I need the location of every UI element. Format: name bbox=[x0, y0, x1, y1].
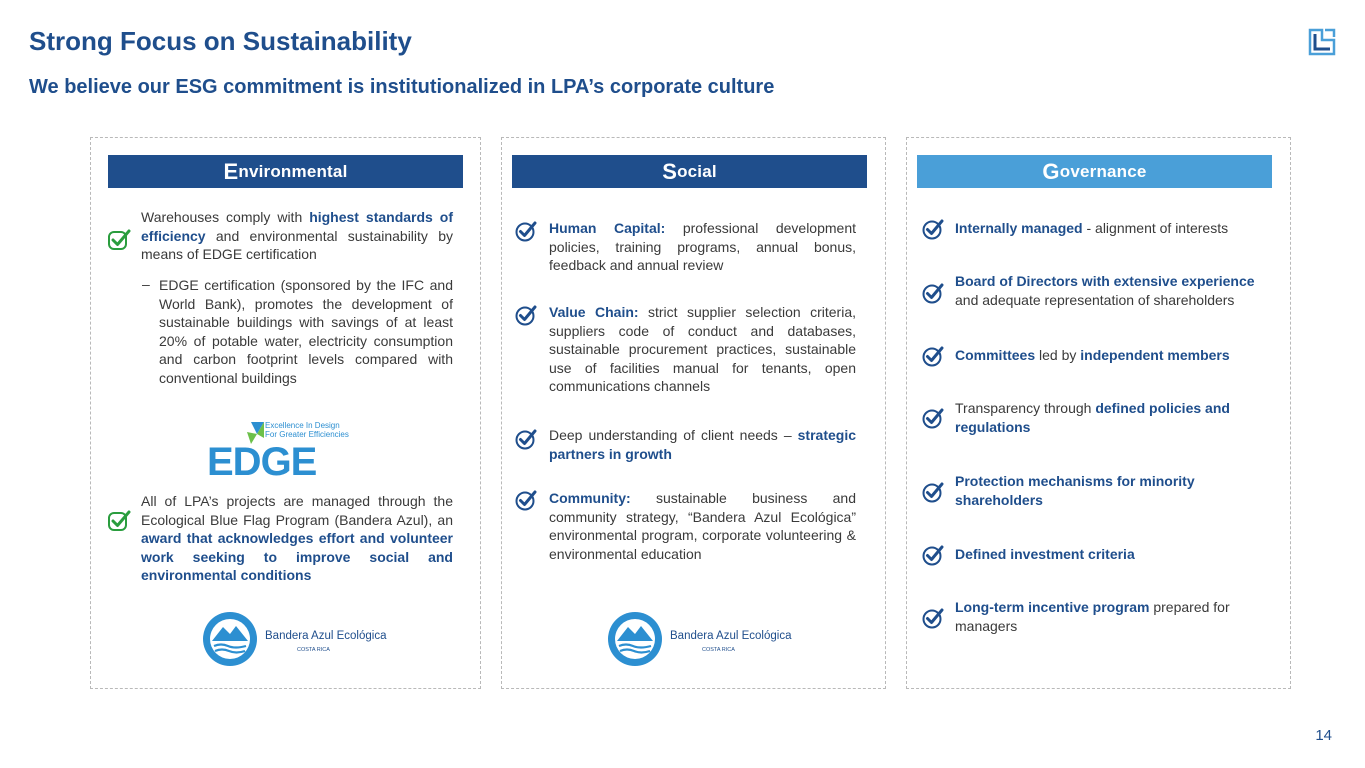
environmental-header-initial: E bbox=[223, 158, 239, 184]
item-highlight: Defined investment criteria bbox=[955, 546, 1135, 562]
bullet-highlight: highest standards of efficiency bbox=[141, 209, 454, 244]
governance-header-initial: G bbox=[1042, 158, 1060, 184]
company-logo-icon bbox=[1306, 26, 1338, 58]
check-icon bbox=[921, 344, 945, 368]
item-highlight: Protection mechanisms for minority shareholders bbox=[955, 473, 1195, 508]
item-text: - alignment of interests bbox=[1082, 220, 1229, 236]
item-highlight: Board of Directors with extensive experience bbox=[955, 273, 1255, 289]
governance-item-board bbox=[955, 272, 1267, 309]
check-icon bbox=[514, 427, 538, 451]
environmental-sub-bullet-edge: EDGE certification (sponsored by the IFC and World Bank), promotes the development of sustainable buildings with savings of at least 20% of potable water, electricity consumption and carbon footprint levels compared with conventional buildings bbox=[159, 277, 453, 386]
edge-tagline-1: Excellence In Design bbox=[265, 421, 340, 430]
social-bullet-human-capital bbox=[549, 219, 856, 275]
check-icon bbox=[514, 219, 538, 243]
edge-logo bbox=[207, 418, 357, 484]
bullet-text: Warehouses comply with bbox=[141, 209, 310, 225]
bandera-logo-text: Bandera Azul Ecológica bbox=[670, 630, 792, 642]
environmental-bullet-blue-flag bbox=[141, 492, 453, 585]
item-text: prepared for managers bbox=[955, 599, 1230, 634]
bullet-text: Deep understanding of client needs – bbox=[549, 427, 798, 443]
check-icon bbox=[107, 228, 131, 252]
environmental-header-label: nvironmental bbox=[238, 161, 348, 181]
bullet-highlight: award that acknowledges effort and volunteer work seeking to improve social and environmental conditions bbox=[141, 530, 453, 583]
governance-item-investment-criteria bbox=[955, 545, 1267, 564]
bandera-azul-logo bbox=[201, 608, 387, 670]
check-icon bbox=[514, 303, 538, 327]
check-icon bbox=[921, 217, 945, 241]
bullet-text: professional development policies, training programs, annual bonus, feedback and annual review bbox=[549, 220, 856, 273]
social-bullet-value-chain bbox=[549, 303, 856, 396]
bullet-highlight: Value Chain: bbox=[549, 304, 639, 320]
governance-item-protection bbox=[955, 472, 1267, 509]
environmental-bullet-edge bbox=[141, 208, 453, 264]
item-highlight: Long-term incentive program bbox=[955, 599, 1150, 615]
bandera-logo-country: COSTA RICA bbox=[297, 647, 330, 653]
governance-panel bbox=[906, 137, 1291, 689]
social-bullet-community bbox=[549, 489, 856, 563]
edge-wordmark: EDGE bbox=[207, 440, 317, 484]
check-icon bbox=[107, 509, 131, 533]
bullet-text: sustainable business and community strategy, “Bandera Azul Ecológica” environmental program, corporate volunteering & environmental education bbox=[549, 490, 856, 562]
item-highlight: independent members bbox=[1080, 347, 1230, 363]
social-header-initial: S bbox=[662, 158, 678, 184]
governance-item-internally-managed bbox=[955, 219, 1267, 238]
social-header-label: ocial bbox=[677, 161, 717, 181]
page-number: 14 bbox=[1315, 727, 1332, 744]
item-text: led by bbox=[1035, 347, 1081, 363]
check-icon bbox=[921, 480, 945, 504]
bandera-azul-logo bbox=[606, 608, 792, 670]
bandera-logo-text: Bandera Azul Ecológica bbox=[265, 630, 387, 642]
governance-item-transparency bbox=[955, 399, 1267, 436]
bandera-logo-country: COSTA RICA bbox=[702, 647, 735, 653]
check-icon bbox=[921, 543, 945, 567]
governance-header bbox=[917, 155, 1272, 188]
social-bullet-client-needs bbox=[549, 426, 856, 463]
check-icon bbox=[921, 606, 945, 630]
bullet-text: and environmental sustainability by means of EDGE certification bbox=[141, 227, 453, 262]
item-highlight: Committees bbox=[955, 347, 1036, 363]
bullet-text: All of LPA’s projects are managed through the Ecological Blue Flag Program (Bandera Azul), an bbox=[141, 493, 453, 528]
social-panel bbox=[501, 137, 886, 689]
item-highlight: defined policies and regulations bbox=[955, 400, 1230, 435]
environmental-header bbox=[108, 155, 463, 188]
governance-header-label: overnance bbox=[1059, 161, 1147, 181]
environmental-panel bbox=[90, 137, 481, 689]
sub-bullet-dash: – bbox=[142, 276, 150, 292]
page-subtitle: We believe our ESG commitment is institutionalized in LPA’s corporate culture bbox=[29, 76, 775, 98]
bullet-highlight: Human Capital: bbox=[549, 220, 666, 236]
bullet-highlight: Community: bbox=[549, 490, 631, 506]
check-icon bbox=[921, 281, 945, 305]
page-title: Strong Focus on Sustainability bbox=[29, 26, 412, 56]
item-text: and adequate representation of shareholders bbox=[955, 291, 1235, 308]
bullet-text: strict supplier selection criteria, suppliers code of conduct and databases, sustainable procurement practices, sustainable use of facilities manual for tenants, open communications channels bbox=[549, 304, 856, 394]
item-highlight: Internally managed bbox=[955, 220, 1083, 236]
item-text: Transparency through bbox=[955, 400, 1096, 416]
governance-item-committees bbox=[955, 346, 1267, 365]
check-icon bbox=[921, 406, 945, 430]
check-icon bbox=[514, 488, 538, 512]
bullet-highlight: strategic partners in growth bbox=[549, 427, 856, 462]
social-header bbox=[512, 155, 867, 188]
governance-item-incentive-program bbox=[955, 598, 1267, 635]
edge-tagline-2: For Greater Efficiencies bbox=[265, 430, 349, 439]
